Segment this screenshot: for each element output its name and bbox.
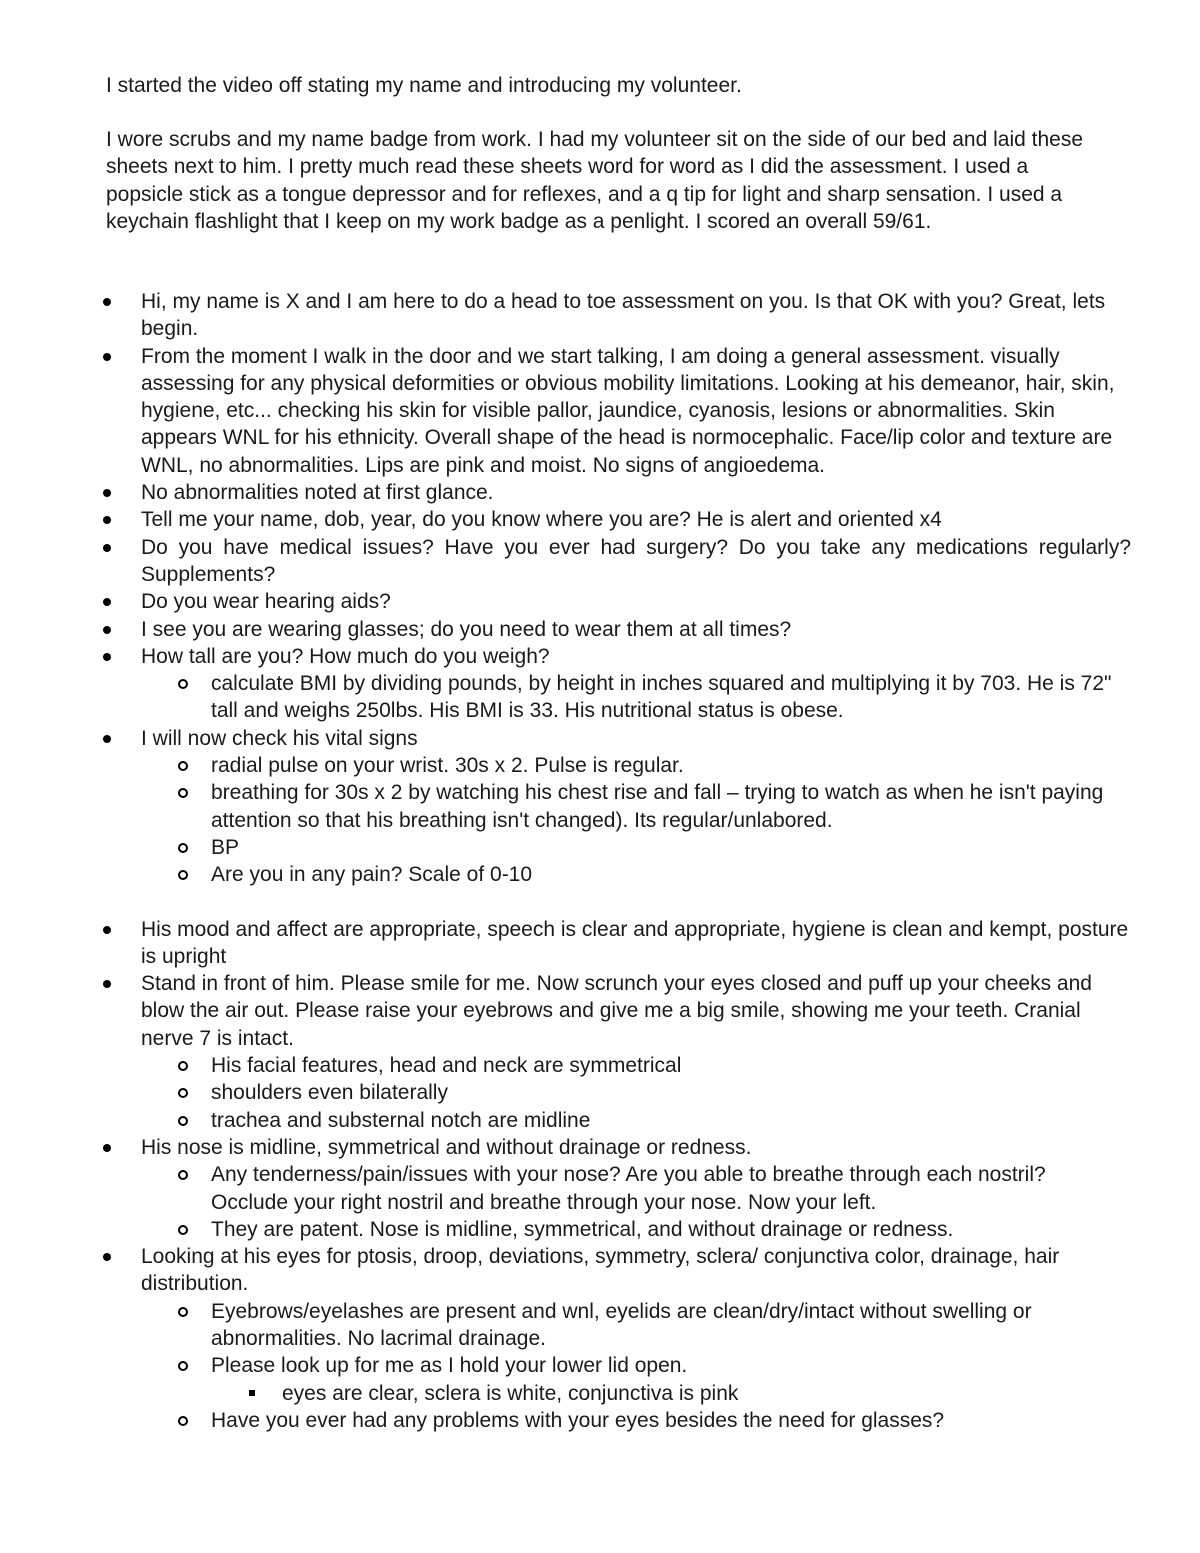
list-subsubitem — [0, 1380, 1122, 1407]
list-item — [0, 588, 1131, 615]
bullet-disc-icon — [103, 489, 111, 497]
bullet-disc-icon — [103, 544, 111, 552]
list-item-text: Do you wear hearing aids? — [141, 590, 391, 614]
list-item-text: calculate BMI by dividing pounds, by height in inches squared and multiplying it by 703. He is 72" tall and weighs 250lbs. His BMI is 33. His nutritional status is obese. — [211, 672, 1112, 723]
bullet-disc-icon — [103, 653, 111, 661]
bullet-square-icon — [249, 1390, 255, 1396]
bullet-disc-icon — [103, 735, 111, 743]
list-item-text: They are patent. Nose is midline, symmetrical, and without drainage or redness. — [211, 1217, 954, 1241]
list-item — [0, 725, 1131, 752]
list-item — [0, 534, 1131, 589]
list-item — [0, 288, 1131, 343]
list-item-text: His nose is midline, symmetrical and without drainage or redness. — [141, 1135, 752, 1159]
bullet-circle-icon — [178, 761, 188, 771]
bullet-circle-icon — [178, 1307, 188, 1317]
bullet-circle-icon — [178, 1361, 188, 1371]
list-item-text: His mood and affect are appropriate, speech is clear and appropriate, hygiene is clean and kempt, posture is upright — [141, 917, 1129, 968]
list-item-text: Please look up for me as I hold your lower lid open. — [211, 1354, 688, 1378]
bullet-disc-icon — [103, 1144, 111, 1152]
list-item-text: eyes are clear, sclera is white, conjunctiva is pink — [282, 1381, 739, 1405]
list-item-text: radial pulse on your wrist. 30s x 2. Pulse is regular. — [211, 754, 684, 778]
bullet-circle-icon — [178, 1061, 188, 1071]
list-item — [0, 616, 1131, 643]
bullet-circle-icon — [178, 679, 188, 689]
list-subitem — [0, 1107, 1121, 1134]
bullet-circle-icon — [178, 1116, 188, 1126]
bullet-disc-icon — [103, 980, 111, 988]
list-subitem — [0, 1352, 1121, 1379]
list-item — [0, 343, 1131, 479]
list-item-text: Any tenderness/pain/issues with your nose? Are you able to breathe through each nostril? Occlude your right nostril and breathe through your nose. Now your left. — [211, 1163, 1046, 1214]
bullet-circle-icon — [178, 1225, 188, 1235]
bullet-disc-icon — [103, 926, 111, 934]
bullet-circle-icon — [178, 1088, 188, 1098]
bullet-disc-icon — [103, 1253, 111, 1261]
list-item-text: His facial features, head and neck are symmetrical — [211, 1054, 682, 1078]
list-subitem — [0, 861, 1121, 888]
list-item-text: I see you are wearing glasses; do you need to wear them at all times? — [141, 617, 792, 641]
list-item-text: BP — [211, 835, 240, 859]
list-item-text: Tell me your name, dob, year, do you know where you are? He is alert and oriented x4 — [141, 508, 942, 532]
list-item — [0, 1134, 1131, 1161]
list-subitem — [0, 779, 1121, 834]
bullet-circle-icon — [178, 788, 188, 798]
bullet-circle-icon — [178, 1416, 188, 1426]
list-item — [0, 970, 1131, 1052]
list-item — [0, 506, 1131, 533]
list-item-text: Stand in front of him. Please smile for me. Now scrunch your eyes closed and puff up your cheeks and blow the air out. Please raise your eyebrows and give me a big smile, showing me your teeth. Cranial nerve 7 is intact. — [141, 972, 1092, 1050]
list-subitem — [0, 752, 1121, 779]
list-item-text: Are you in any pain? Scale of 0-10 — [211, 863, 533, 887]
list-item-text: shoulders even bilaterally — [211, 1081, 448, 1105]
list-item — [0, 479, 1131, 506]
list-item-text: I will now check his vital signs — [141, 726, 418, 750]
bullet-disc-icon — [103, 298, 111, 306]
bullet-disc-icon — [103, 353, 111, 361]
list-item-text: How tall are you? How much do you weigh? — [141, 644, 550, 668]
bullet-disc-icon — [103, 626, 111, 634]
bullet-disc-icon — [103, 598, 111, 606]
list-subitem — [0, 1216, 1121, 1243]
bullet-circle-icon — [178, 843, 188, 853]
list-item-text: Have you ever had any problems with your eyes besides the need for glasses? — [211, 1408, 945, 1432]
list-item-text: Hi, my name is X and I am here to do a head to toe assessment on you. Is that OK with you? Great, lets begin. — [141, 290, 1106, 341]
intro-paragraph-2: I wore scrubs and my name badge from work. I had my volunteer sit on the side of our bed and laid these sheets next to him. I pretty much read these sheets word for word as I did the assessment. I used a popsicle stick as a tongue depressor and for reflexes, and a q tip for light and sharp sensation. I used a keychain flashlight that I keep on my work badge as a penlight. I scored an overall 59/61. — [106, 128, 1084, 233]
list-item — [0, 916, 1131, 971]
list-subitem — [0, 1407, 1121, 1434]
list-item — [0, 643, 1131, 670]
list-item — [0, 1243, 1131, 1298]
assessment-list — [0, 288, 1200, 1434]
bullet-disc-icon — [103, 516, 111, 524]
list-subitem — [0, 670, 1121, 725]
list-subitem — [0, 834, 1121, 861]
list-item-text: Do you have medical issues? Have you ever had surgery? Do you take any medications regularly? Supplements? — [141, 535, 1131, 586]
list-subitem — [0, 1298, 1121, 1353]
list-item-text: Eyebrows/eyelashes are present and wnl, eyelids are clean/dry/intact without swelling or abnormalities. No lacrimal drainage. — [211, 1299, 1032, 1350]
intro-paragraph-1: I started the video off stating my name and introducing my volunteer. — [106, 74, 742, 97]
list-item-text: trachea and substernal notch are midline — [211, 1108, 591, 1132]
list-item-text: Looking at his eyes for ptosis, droop, deviations, symmetry, sclera/ conjunctiva color, drainage, hair distribution. — [141, 1245, 1060, 1296]
list-item-text: breathing for 30s x 2 by watching his chest rise and fall – trying to watch as when he isn't paying attention so that his breathing isn't changed). Its regular/unlabored. — [211, 781, 1104, 832]
list-item-text: No abnormalities noted at first glance. — [141, 481, 494, 505]
list-subitem — [0, 1052, 1121, 1079]
list-subitem — [0, 1161, 1121, 1216]
list-subitem — [0, 1079, 1121, 1106]
bullet-circle-icon — [178, 1170, 188, 1180]
bullet-circle-icon — [178, 870, 188, 880]
list-item-text: From the moment I walk in the door and we start talking, I am doing a general assessment. visually assessing for any physical deformities or obvious mobility limitations. Looking at his demeanor, hair, skin, hygiene, etc... checking his skin for visible pallor, jaundice, cyanosis, lesions or abnormalities. Skin appears WNL for his ethnicity. Overall shape of the head is normocephalic. Face/lip color and texture are WNL, no abnormalities. Lips are pink and moist. No signs of angioedema. — [141, 344, 1115, 477]
